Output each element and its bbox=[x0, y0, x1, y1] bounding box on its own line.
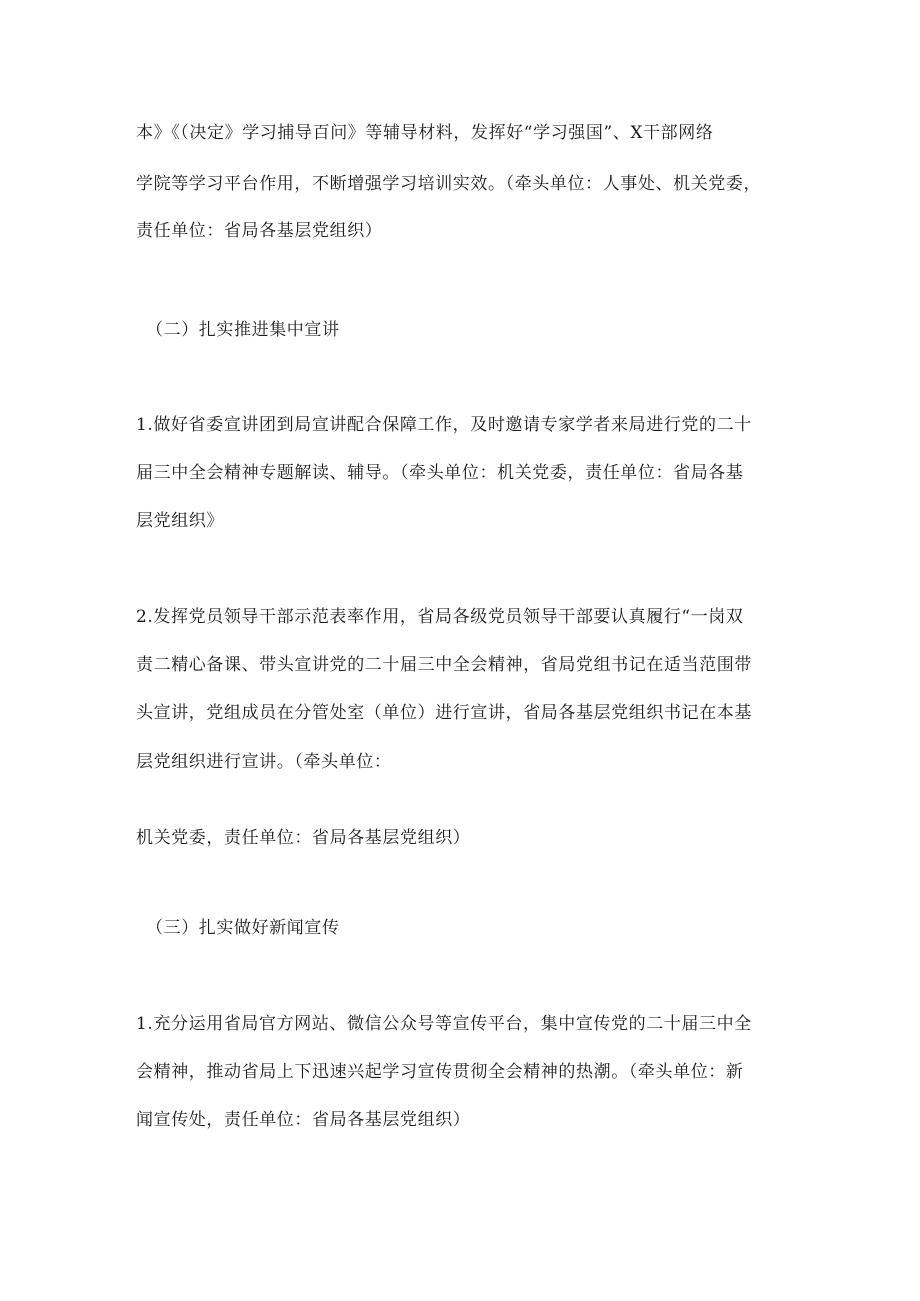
paragraph-line: 责二精心备课、带头宣讲党的二十届三中全会精神，省局党组书记在适当范围带 bbox=[136, 655, 752, 675]
paragraph-line: 头宣讲，党组成员在分管处室（单位）进行宣讲，省局各基层党组织书记在本基 bbox=[136, 703, 752, 723]
paragraph-line: 1.充分运用省局官方网站、微信公众号等宣传平台，集中宣传党的二十届三中全 bbox=[136, 1014, 752, 1034]
paragraph-line: 届三中全会精神专题解读、辅导。（牵头单位：机关党委，责任单位：省局各基 bbox=[136, 463, 744, 483]
paragraph-line: 1.做好省委宣讲团到局宣讲配合保障工作，及时邀请专家学者来局进行党的二十 bbox=[136, 415, 752, 435]
paragraph-line: 闻宣传处，责任单位：省局各基层党组织） bbox=[136, 1110, 471, 1130]
paragraph-line: 2.发挥党员领导干部示范表率作用，省局各级党员领导干部要认真履行“一岗双 bbox=[136, 607, 744, 627]
paragraph-line: 会精神，推动省局上下迅速兴起学习宣传贯彻全会精神的热潮。（牵头单位：新 bbox=[136, 1062, 744, 1082]
section-heading-3: （三）扎实做好新闻宣传 bbox=[146, 918, 340, 938]
paragraph-line: 学院等学习平台作用，不断增强学习培训实效。（牵头单位：人事处、机关党委， bbox=[136, 174, 762, 194]
paragraph-line: 机关党委，责任单位：省局各基层党组织） bbox=[136, 828, 471, 848]
paragraph-line: 责任单位：省局各基层党组织） bbox=[136, 221, 383, 241]
paragraph-line: 本》《（决定》学习捕导百问》等辅导材料，发挥好“学习强国”、X干部网络 bbox=[136, 123, 714, 143]
paragraph-line: 层党组织》 bbox=[136, 511, 224, 531]
section-heading-2: （二）扎实推进集中宣讲 bbox=[146, 320, 340, 340]
paragraph-line: 层党组织进行宣讲。（牵头单位： bbox=[136, 752, 392, 772]
